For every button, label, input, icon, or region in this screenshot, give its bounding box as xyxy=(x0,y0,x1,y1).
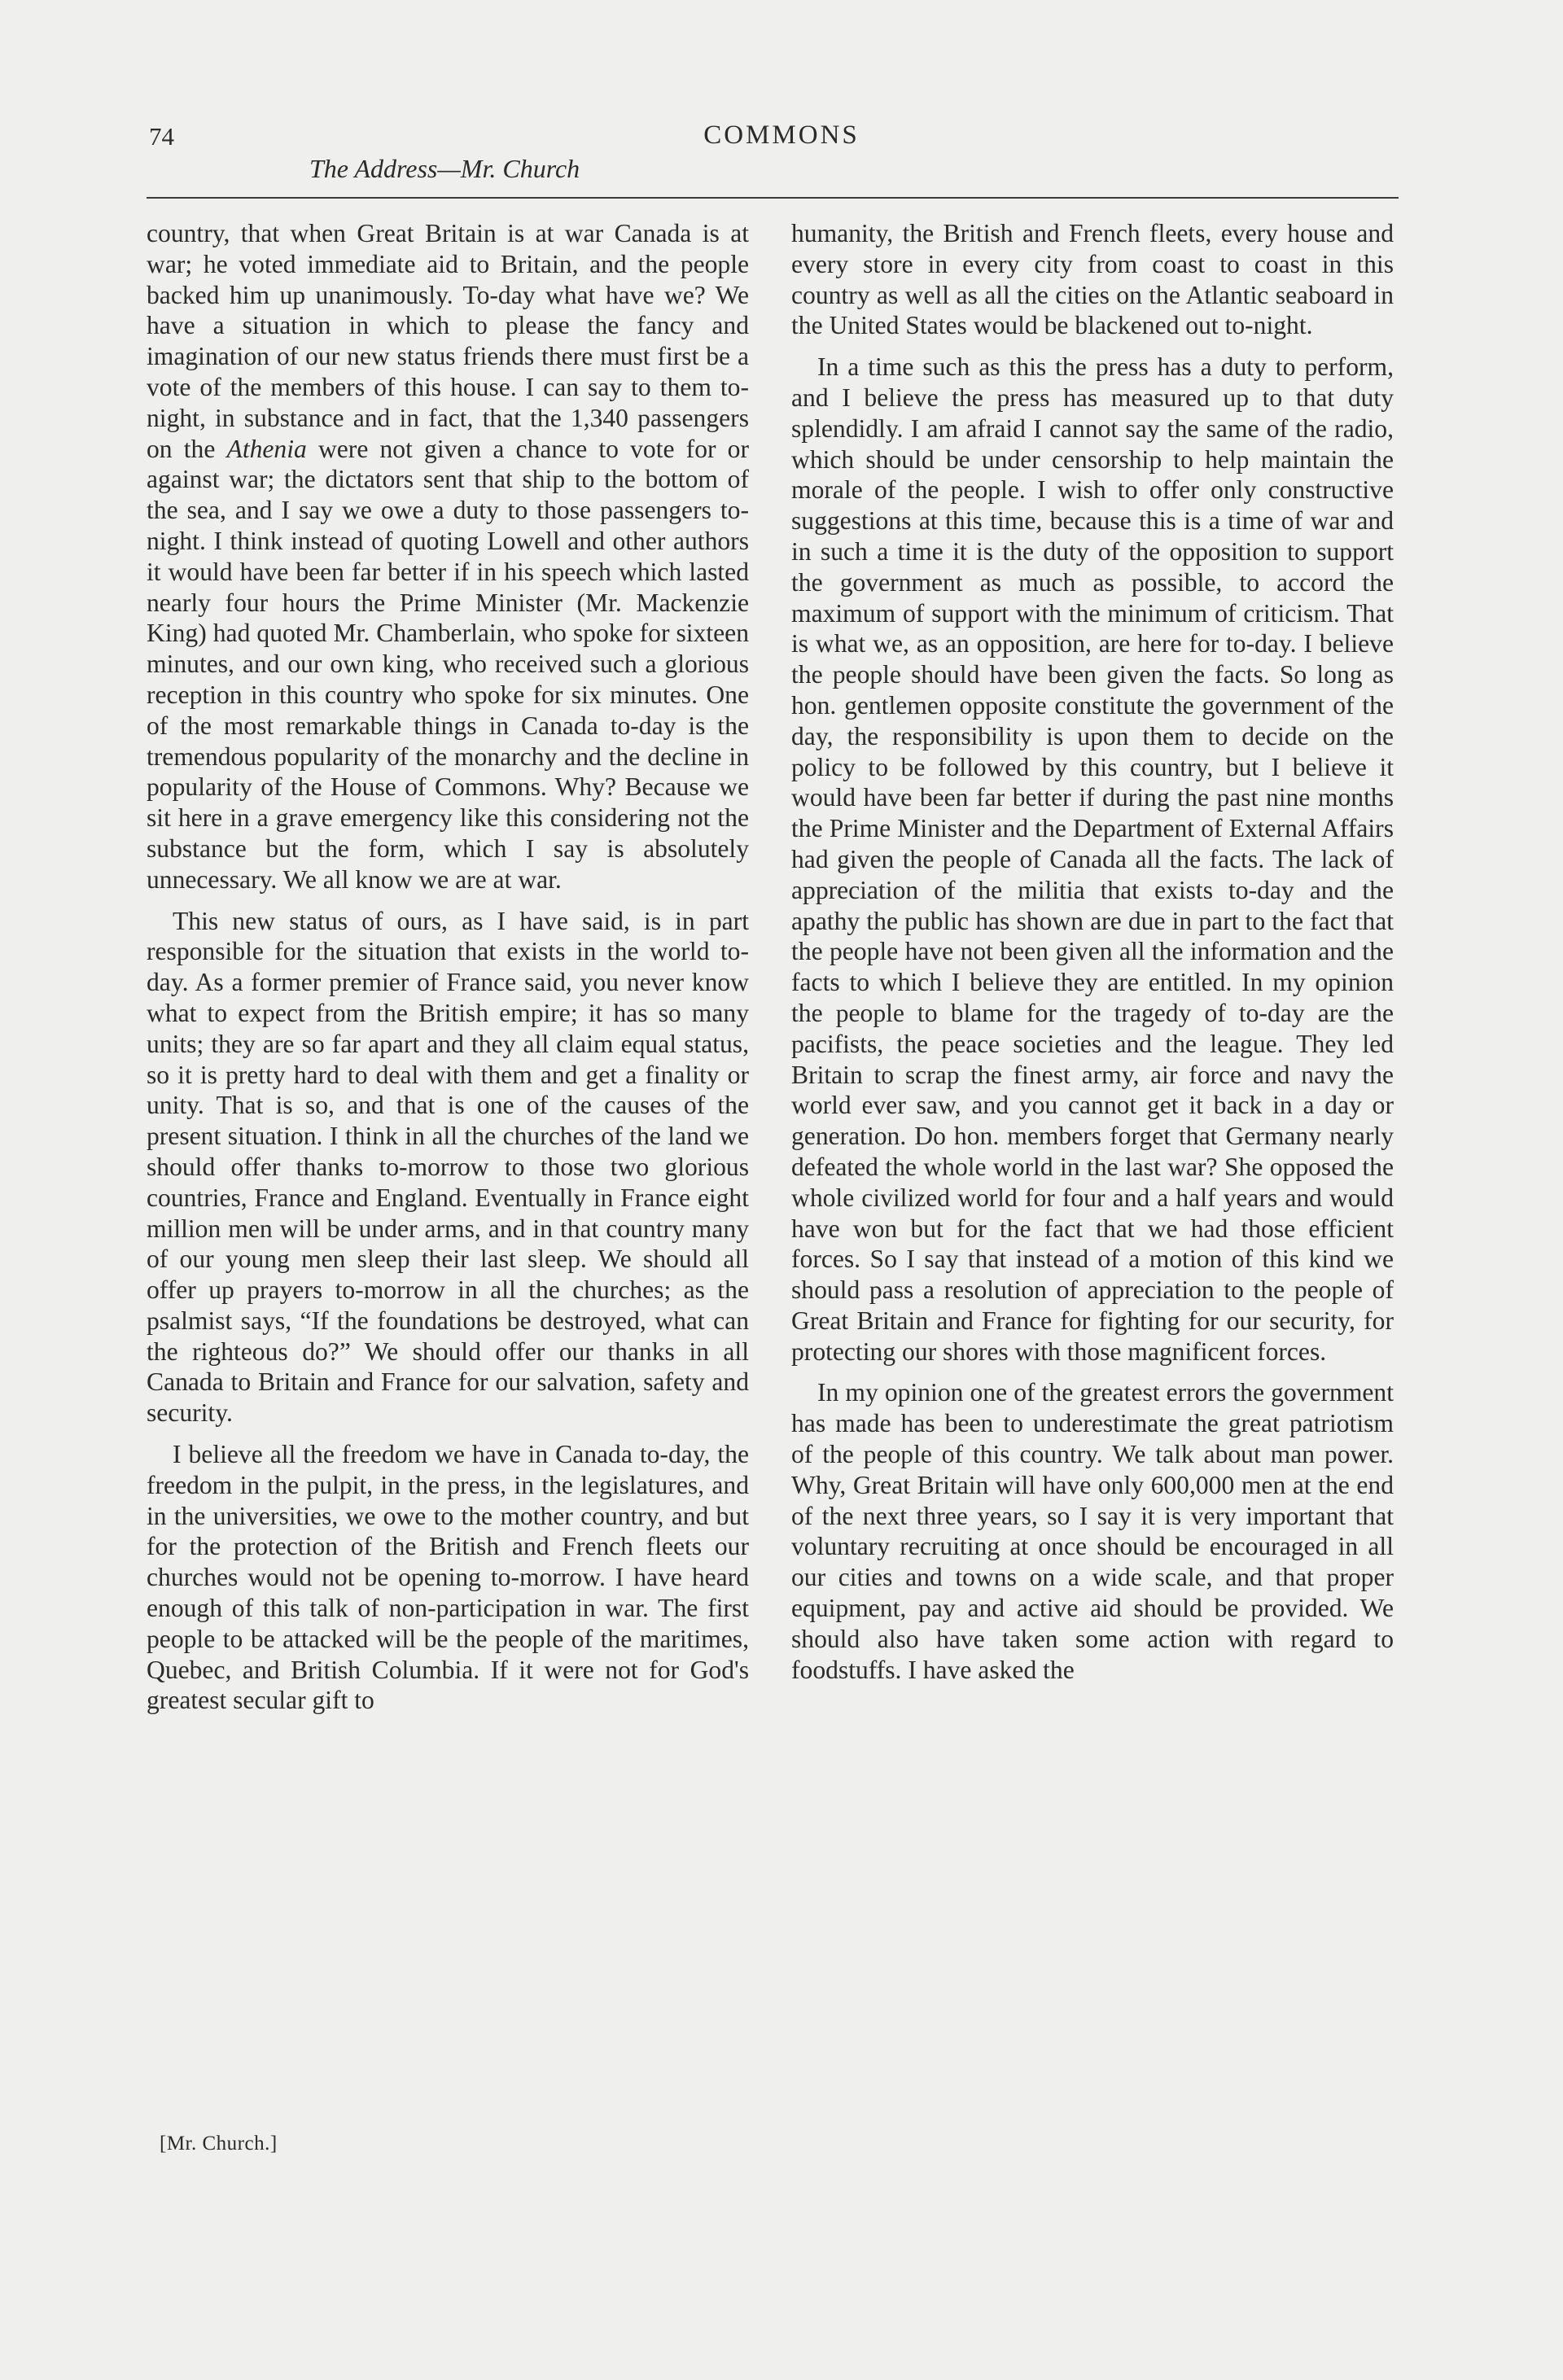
right-paragraph-1: humanity, the British and French fleets, every house and every store in every city from coast to coast in this country as well as all the cities on the Atlantic seaboard in the United States would be blackened out to-night. xyxy=(791,219,1394,340)
header-rule xyxy=(147,197,1399,199)
left-column xyxy=(147,218,749,1726)
left-paragraph-2: This new status of ours, as I have said, is in part responsible for the situation that exists in the world to-day. As a former premier of France said, you never know what to expect from the British empire; it has so many units; they are so far apart and they all claim equal status, so it is pretty hard to deal with them and get a finality or unity. That is so, and that is one of the causes of the present situation. I think in all the churches of the land we should offer thanks to-morrow to those two glorious countries, France and England. Eventually in France eight million men will be under arms, and in that country many of our young men sleep their last sleep. We should all offer up prayers to-morrow in all the churches; as the psalmist says, “If the foundations be destroyed, what can the righteous do?” We should offer our thanks in all Canada to Britain and France for our salvation, safety and security. xyxy=(147,906,749,1428)
right-column xyxy=(791,218,1394,1695)
left-p1-text-a: country, that when Great Britain is at war Canada is at war; he voted immediate aid to Britain, and the people backed him up unanimously. To-day what have we? We have a situation in which to please the fancy and imagination of our new status friends there must first be a vote of the members of this house. I can say to them to-night, in substance and in fact, that the 1,340 passengers on the xyxy=(147,219,749,463)
left-paragraph-1 xyxy=(147,218,749,895)
speaker-tag: [Mr. Church.] xyxy=(160,2133,278,2155)
left-p1-text-b: were not given a chance to vote for or against war; the dictators sent that ship to the bottom of the sea, and I say we owe a duty to those passengers to-night. I think instead of quoting Lowell and other authors it would have been far better if in his speech which lasted nearly four hours the Prime Minister (Mr. Mackenzie King) had quoted Mr. Chamberlain, who spoke for sixteen minutes, and our own king, who received such a glorious reception in this country who spoke for six minutes. One of the most remarkable things in Canada to-day is the tremendous popularity of the monarchy and the decline in popularity of the House of Commons. Why? Because we sit here in a grave emergency like this considering not the substance but the form, which I say is absolutely unnecessary. We all know we are at war. xyxy=(147,434,749,894)
right-paragraph-3: In my opinion one of the greatest errors the government has made has been to underestimate the great patriotism of the people of this country. We talk about man power. Why, Great Britain will have only 600,000 men at the end of the next three years, so I say it is very important that voluntary recruiting at once should be encouraged in all our cities and towns on a wide scale, and that proper equipment, pay and active aid should be provided. We should also have taken some action with regard to foodstuffs. I have asked the xyxy=(791,1378,1394,1684)
right-paragraph-2: In a time such as this the press has a duty to perform, and I believe the press has measured up to that duty splendidly. I am afraid I cannot say the same of the radio, which should be under censorship to help maintain the morale of the people. I wish to offer only constructive suggestions at this time, because this is a time of war and in such a time it is the duty of the opposition to support the government as much as possible, to accord the maximum of support with the minimum of criticism. That is what we, as an opposition, are here for to-day. I believe the people should have been given the facts. So long as hon. gentlemen opposite constitute the government of the day, the responsibility is upon them to decide on the policy to be followed by this country, but I believe it would have been far better if during the past nine months the Prime Minister and the Department of External Affairs had given the people of Canada all the facts. The lack of appreciation of the militia that exists to-day and the apathy the public has shown are due in part to the fact that the people have not been given all the information and the facts to which I believe they are entitled. In my opinion the people to blame for the tragedy of to-day are the pacifists, the peace societies and the league. They led Britain to scrap the finest army, air force and navy the world ever saw, and you cannot get it back in a day or generation. Do hon. members forget that Germany nearly defeated the whole world in the last war? She opposed the whole civilized world for four and a half years and would have won but for the fact that we had those efficient forces. So I say that instead of a motion of this kind we should pass a resolution of appreciation to the people of Great Britain and France for fighting for our security, for protecting our shores with those magnificent forces. xyxy=(791,352,1394,1366)
running-head: The Address—Mr. Church xyxy=(309,154,580,183)
ship-name: Athenia xyxy=(226,434,307,463)
section-title: COMMONS xyxy=(703,120,860,150)
left-paragraph-3: I believe all the freedom we have in Canada to-day, the freedom in the pulpit, in the press, in the legislatures, and in the universities, we owe to the mother country, and but for the protection of the British and French fleets our churches would not be opening to-morrow. I have heard enough of this talk of non-participation in war. The first people to be attacked will be the people of the maritimes, Quebec, and British Columbia. If it were not for God's greatest secular gift to xyxy=(147,1440,749,1715)
page-number: 74 xyxy=(149,122,174,151)
